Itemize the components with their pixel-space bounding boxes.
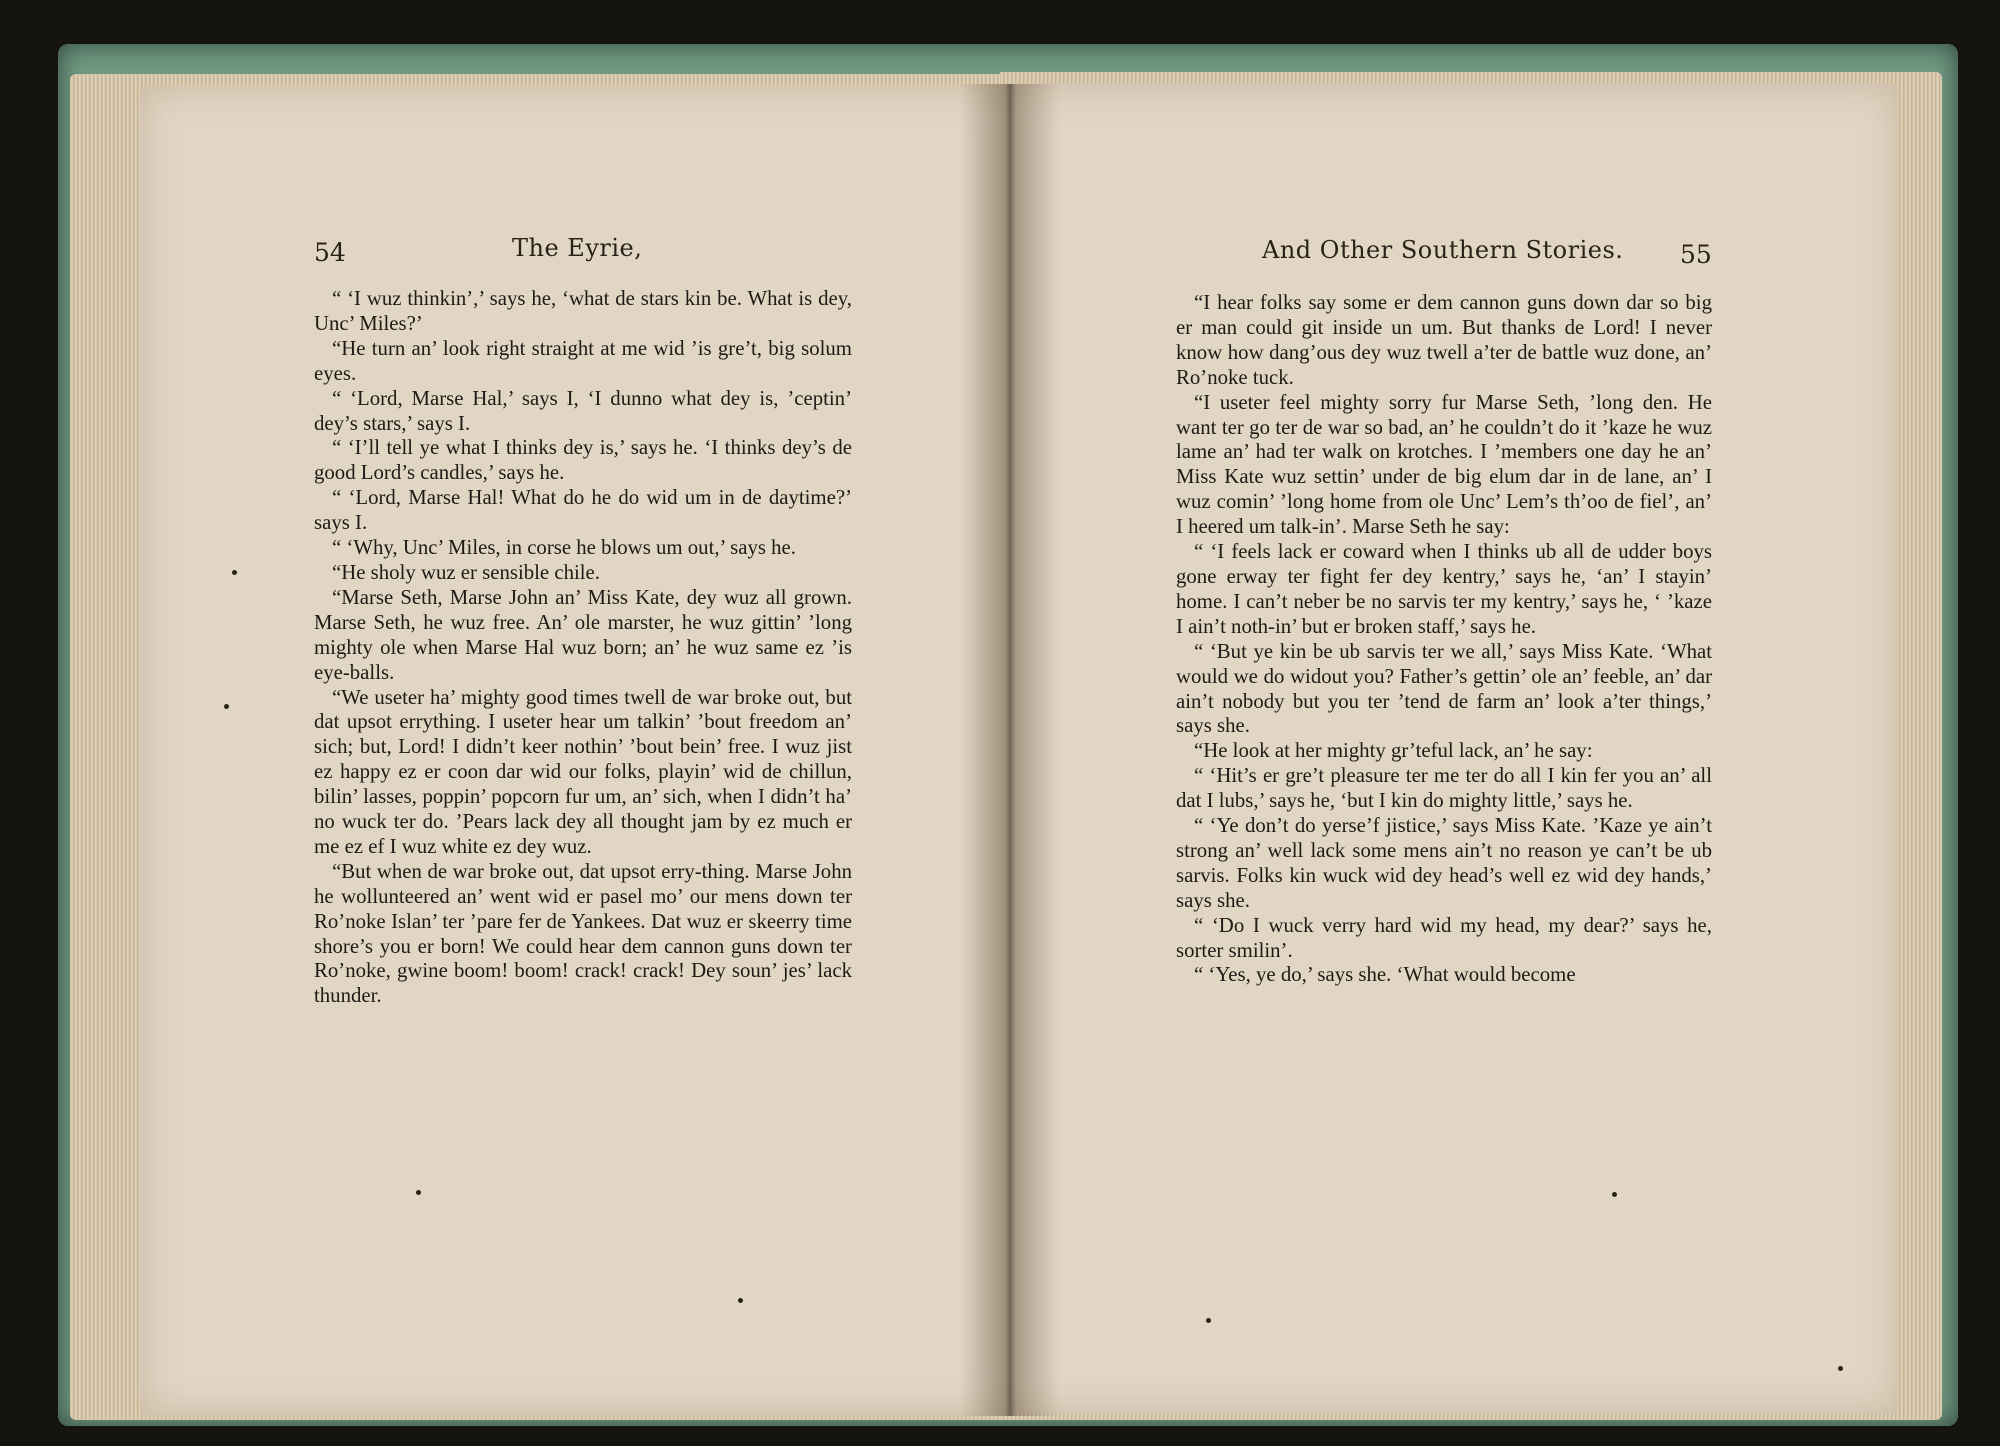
paragraph: “ ‘But ye kin be ub sarvis ter we all,’ says Miss Kate. ‘What would we do widout you? Father’s gettin’ ole an’ feeble, an’ dar ain’t nobody but you ter ’tend de farm an’ look a’ter things,’ says she. bbox=[1176, 639, 1712, 738]
left-page-number: 54 bbox=[314, 238, 346, 267]
paragraph: “He look at her mighty gr’teful lack, an’ he say: bbox=[1194, 739, 1593, 763]
paper-speck bbox=[1612, 1192, 1617, 1197]
paragraph: “Marse Seth, Marse John an’ Miss Kate, dey wuz all grown. Marse Seth, he wuz free. An’ ole marster, he wuz gittin’ ’long mighty ole when Marse Hal wuz born; an’ he wuz same ez ’is eye-balls. bbox=[314, 585, 852, 684]
paragraph: “ ‘Do I wuck verry hard wid my head, my dear?’ says he, sorter smilin’. bbox=[1176, 913, 1712, 962]
paper-speck bbox=[1838, 1366, 1843, 1371]
paragraph: “He turn an’ look right straight at me wid ’is gre’t, big solum eyes. bbox=[314, 336, 852, 385]
right-page-text bbox=[1176, 291, 1712, 988]
paragraph: “ ‘Yes, ye do,’ says she. ‘What would become bbox=[1194, 963, 1576, 987]
paper-speck bbox=[1206, 1318, 1211, 1323]
right-page-number: 55 bbox=[1680, 240, 1712, 269]
paragraph: “We useter ha’ mighty good times twell de war broke out, but dat upsot errything. I useter hear um talkin’ ’bout freedom an’ sich; but, Lord! I didn’t keer nothin’ ’bout bein’ free. I wuz jist ez happy ez er coon dar wid our folks, playin’ wid de chillun, bilin’ lasses, poppin’ popcorn fur um, an’ sich, when I didn’t ha’ no wuck ter do. ’Pears lack dey all thought jam by ez much er me ez ef I wuz white ez dey wuz. bbox=[314, 685, 852, 858]
paragraph: “ ‘I wuz thinkin’,’ says he, ‘what de stars kin be. What is dey, Unc’ Miles?’ bbox=[314, 287, 852, 335]
left-page-text bbox=[314, 287, 852, 1009]
paragraph: “ ‘Lord, Marse Hal,’ says I, ‘I dunno what dey is, ’ceptin’ dey’s stars,’ says I. bbox=[314, 386, 852, 435]
paragraph: “ ‘I’ll tell ye what I thinks dey is,’ says he. ‘I thinks dey’s de good Lord’s candles,’ says he. bbox=[314, 436, 852, 485]
paragraph: “ ‘Hit’s er gre’t pleasure ter me ter do all I kin fer you an’ all dat I lubs,’ says he, ‘but I kin do mighty little,’ says he. bbox=[1176, 764, 1712, 813]
paper-speck bbox=[224, 704, 229, 709]
paragraph: “ ‘Lord, Marse Hal! What do he do wid um in de daytime?’ says I. bbox=[314, 486, 852, 535]
paragraph: “ ‘Why, Unc’ Miles, in corse he blows um out,’ says he. bbox=[332, 536, 796, 560]
paper-speck bbox=[416, 1190, 421, 1195]
paper-speck bbox=[738, 1298, 743, 1303]
paper-speck bbox=[232, 570, 237, 575]
paragraph: “I hear folks say some er dem cannon guns down dar so big er man could git inside un um. But thanks de Lord! I never know how dang’ous dey wuz twell a’ter de battle wuz done, an’ Ro’noke tuck. bbox=[1176, 291, 1712, 389]
paragraph: “But when de war broke out, dat upsot erry-thing. Marse John he wollunteered an’ went wid er pasel mo’ our mens down ter Ro’noke Islan’ ter ’pare fer de Yankees. Dat wuz er skeerry time shore’s you er born! We could hear dem cannon guns down ter Ro’noke, gwine boom! boom! crack! crack! Dey soun’ jes’ lack thunder. bbox=[314, 859, 852, 1008]
right-running-head: And Other Southern Stories. bbox=[1262, 236, 1624, 264]
paragraph: “I useter feel mighty sorry fur Marse Seth, ’long den. He want ter go ter de war so bad, an’ he couldn’t do it ’kaze he wuz lame an’ had ter walk on krotches. I ’members one day he an’ Miss Kate wuz settin’ under de big elum dar in de lane, an’ I wuz comin’ ’long home from ole Unc’ Lem’s th’oo de fiel’, an’ I heered um talk-in’. Marse Seth he say: bbox=[1176, 390, 1712, 539]
paragraph: “He sholy wuz er sensible chile. bbox=[332, 560, 600, 584]
paragraph: “ ‘Ye don’t do yerse’f jistice,’ says Miss Kate. ’Kaze ye ain’t strong an’ well lack some mens ain’t no reason ye can’t be ub sarvis. Folks kin wuck wid dey head’s well ez wid dey hands,’ says she. bbox=[1176, 814, 1712, 912]
left-running-head: The Eyrie, bbox=[512, 234, 643, 262]
paragraph: “ ‘I feels lack er coward when I thinks ub all de udder boys gone erway ter fight fer dey kentry,’ says he, ‘an’ I stayin’ home. I can’t neber be no sarvis ter my kentry,’ says he, ‘ ’kaze I ain’t noth-in’ but er broken staff,’ says he. bbox=[1176, 540, 1712, 638]
